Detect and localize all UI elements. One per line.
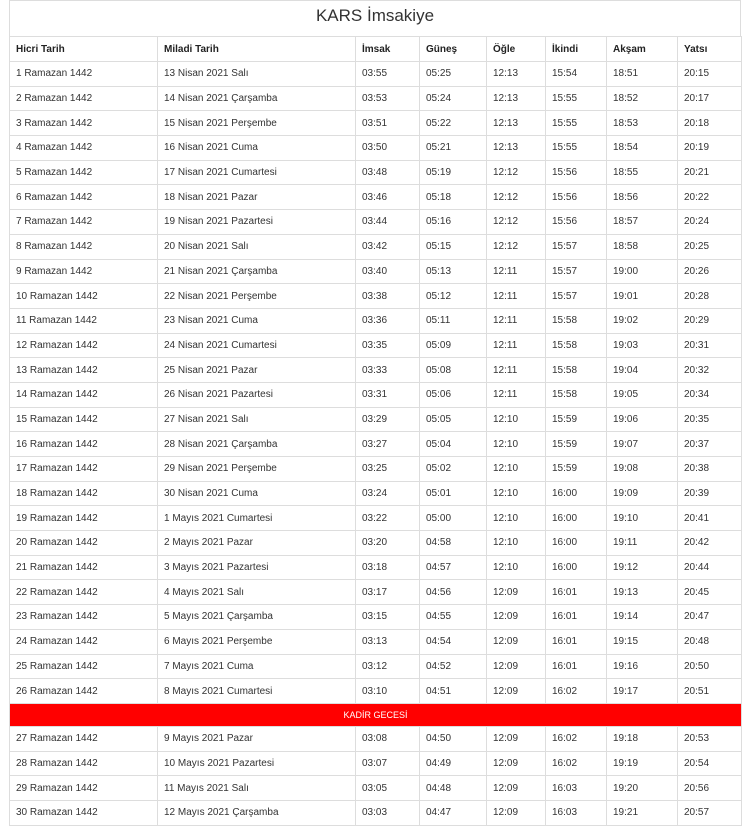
cell-ogle: 12:09 <box>487 580 546 605</box>
cell-ogle: 12:11 <box>487 333 546 358</box>
cell-aksam: 18:55 <box>607 160 678 185</box>
cell-yatsi: 20:44 <box>678 555 742 580</box>
imsakiye-container <box>9 0 741 826</box>
cell-imsak: 03:20 <box>356 531 420 556</box>
cell-yatsi: 20:38 <box>678 457 742 482</box>
cell-miladi-tarih: 16 Nisan 2021 Cuma <box>158 136 356 161</box>
cell-imsak: 03:51 <box>356 111 420 136</box>
cell-aksam: 18:54 <box>607 136 678 161</box>
cell-aksam: 18:52 <box>607 86 678 111</box>
cell-ogle: 12:09 <box>487 654 546 679</box>
cell-gunes: 04:47 <box>420 800 487 825</box>
cell-yatsi: 20:39 <box>678 481 742 506</box>
cell-miladi-tarih: 18 Nisan 2021 Pazar <box>158 185 356 210</box>
cell-ikindi: 16:02 <box>546 751 607 776</box>
cell-gunes: 05:21 <box>420 136 487 161</box>
cell-ogle: 12:09 <box>487 629 546 654</box>
cell-yatsi: 20:41 <box>678 506 742 531</box>
cell-hicri-tarih: 22 Ramazan 1442 <box>10 580 158 605</box>
cell-yatsi: 20:53 <box>678 726 742 751</box>
cell-ogle: 12:11 <box>487 308 546 333</box>
cell-yatsi: 20:26 <box>678 259 742 284</box>
cell-gunes: 05:15 <box>420 234 487 259</box>
cell-hicri-tarih: 17 Ramazan 1442 <box>10 457 158 482</box>
page-title: KARS İmsakiye <box>9 0 741 36</box>
table-row <box>10 308 742 333</box>
cell-aksam: 19:11 <box>607 531 678 556</box>
cell-ikindi: 15:58 <box>546 308 607 333</box>
cell-ikindi: 16:01 <box>546 580 607 605</box>
cell-ogle: 12:10 <box>487 457 546 482</box>
table-row <box>10 111 742 136</box>
cell-miladi-tarih: 29 Nisan 2021 Perşembe <box>158 457 356 482</box>
cell-imsak: 03:27 <box>356 432 420 457</box>
cell-aksam: 18:53 <box>607 111 678 136</box>
cell-ogle: 12:09 <box>487 751 546 776</box>
cell-aksam: 19:18 <box>607 726 678 751</box>
cell-miladi-tarih: 8 Mayıs 2021 Cumartesi <box>158 679 356 704</box>
cell-gunes: 05:24 <box>420 86 487 111</box>
cell-ikindi: 15:55 <box>546 136 607 161</box>
table-row <box>10 580 742 605</box>
cell-gunes: 05:08 <box>420 358 487 383</box>
table-row <box>10 284 742 309</box>
cell-aksam: 19:02 <box>607 308 678 333</box>
cell-yatsi: 20:57 <box>678 800 742 825</box>
cell-miladi-tarih: 19 Nisan 2021 Pazartesi <box>158 210 356 235</box>
cell-hicri-tarih: 25 Ramazan 1442 <box>10 654 158 679</box>
header-row <box>10 37 742 62</box>
cell-miladi-tarih: 1 Mayıs 2021 Cumartesi <box>158 506 356 531</box>
cell-miladi-tarih: 25 Nisan 2021 Pazar <box>158 358 356 383</box>
table-row <box>10 531 742 556</box>
table-row <box>10 407 742 432</box>
cell-ikindi: 15:57 <box>546 259 607 284</box>
cell-miladi-tarih: 4 Mayıs 2021 Salı <box>158 580 356 605</box>
cell-gunes: 04:58 <box>420 531 487 556</box>
cell-miladi-tarih: 30 Nisan 2021 Cuma <box>158 481 356 506</box>
cell-gunes: 05:12 <box>420 284 487 309</box>
cell-gunes: 05:02 <box>420 457 487 482</box>
cell-hicri-tarih: 7 Ramazan 1442 <box>10 210 158 235</box>
table-row <box>10 481 742 506</box>
cell-gunes: 05:06 <box>420 382 487 407</box>
cell-hicri-tarih: 12 Ramazan 1442 <box>10 333 158 358</box>
cell-yatsi: 20:19 <box>678 136 742 161</box>
cell-hicri-tarih: 5 Ramazan 1442 <box>10 160 158 185</box>
cell-gunes: 04:54 <box>420 629 487 654</box>
cell-ikindi: 15:56 <box>546 185 607 210</box>
cell-miladi-tarih: 11 Mayıs 2021 Salı <box>158 776 356 801</box>
header-hicri-tarih: Hicri Tarih <box>10 37 158 62</box>
cell-aksam: 19:20 <box>607 776 678 801</box>
cell-imsak: 03:38 <box>356 284 420 309</box>
cell-imsak: 03:18 <box>356 555 420 580</box>
cell-aksam: 19:19 <box>607 751 678 776</box>
cell-ogle: 12:11 <box>487 259 546 284</box>
cell-yatsi: 20:32 <box>678 358 742 383</box>
cell-yatsi: 20:15 <box>678 62 742 87</box>
cell-miladi-tarih: 6 Mayıs 2021 Perşembe <box>158 629 356 654</box>
cell-ogle: 12:13 <box>487 86 546 111</box>
table-row <box>10 62 742 87</box>
table-row <box>10 259 742 284</box>
cell-ikindi: 16:03 <box>546 776 607 801</box>
cell-imsak: 03:42 <box>356 234 420 259</box>
cell-ogle: 12:09 <box>487 800 546 825</box>
table-row <box>10 185 742 210</box>
cell-hicri-tarih: 1 Ramazan 1442 <box>10 62 158 87</box>
cell-yatsi: 20:35 <box>678 407 742 432</box>
cell-yatsi: 20:29 <box>678 308 742 333</box>
cell-hicri-tarih: 21 Ramazan 1442 <box>10 555 158 580</box>
cell-ikindi: 15:57 <box>546 234 607 259</box>
cell-aksam: 19:21 <box>607 800 678 825</box>
cell-gunes: 04:55 <box>420 605 487 630</box>
table-row <box>10 432 742 457</box>
cell-hicri-tarih: 16 Ramazan 1442 <box>10 432 158 457</box>
cell-hicri-tarih: 3 Ramazan 1442 <box>10 111 158 136</box>
cell-ikindi: 16:03 <box>546 800 607 825</box>
cell-gunes: 04:51 <box>420 679 487 704</box>
cell-ogle: 12:10 <box>487 481 546 506</box>
cell-imsak: 03:40 <box>356 259 420 284</box>
cell-miladi-tarih: 17 Nisan 2021 Cumartesi <box>158 160 356 185</box>
cell-hicri-tarih: 19 Ramazan 1442 <box>10 506 158 531</box>
header-ikindi: İkindi <box>546 37 607 62</box>
cell-imsak: 03:07 <box>356 751 420 776</box>
cell-ikindi: 15:55 <box>546 86 607 111</box>
table-row <box>10 506 742 531</box>
cell-ikindi: 15:58 <box>546 358 607 383</box>
cell-imsak: 03:03 <box>356 800 420 825</box>
cell-ikindi: 15:56 <box>546 160 607 185</box>
cell-hicri-tarih: 10 Ramazan 1442 <box>10 284 158 309</box>
cell-yatsi: 20:50 <box>678 654 742 679</box>
cell-yatsi: 20:51 <box>678 679 742 704</box>
cell-ogle: 12:12 <box>487 160 546 185</box>
cell-imsak: 03:36 <box>356 308 420 333</box>
cell-ogle: 12:09 <box>487 726 546 751</box>
cell-hicri-tarih: 9 Ramazan 1442 <box>10 259 158 284</box>
header-miladi-tarih: Miladi Tarih <box>158 37 356 62</box>
cell-gunes: 04:57 <box>420 555 487 580</box>
cell-ikindi: 16:00 <box>546 481 607 506</box>
cell-yatsi: 20:21 <box>678 160 742 185</box>
cell-miladi-tarih: 15 Nisan 2021 Perşembe <box>158 111 356 136</box>
cell-aksam: 19:16 <box>607 654 678 679</box>
cell-aksam: 18:57 <box>607 210 678 235</box>
table-row <box>10 160 742 185</box>
cell-gunes: 05:04 <box>420 432 487 457</box>
cell-gunes: 05:22 <box>420 111 487 136</box>
table-row <box>10 333 742 358</box>
cell-ikindi: 16:01 <box>546 654 607 679</box>
cell-gunes: 05:25 <box>420 62 487 87</box>
cell-ogle: 12:12 <box>487 234 546 259</box>
cell-aksam: 19:01 <box>607 284 678 309</box>
cell-ogle: 12:09 <box>487 605 546 630</box>
cell-imsak: 03:48 <box>356 160 420 185</box>
cell-yatsi: 20:34 <box>678 382 742 407</box>
cell-imsak: 03:17 <box>356 580 420 605</box>
cell-miladi-tarih: 3 Mayıs 2021 Pazartesi <box>158 555 356 580</box>
cell-yatsi: 20:47 <box>678 605 742 630</box>
cell-ogle: 12:10 <box>487 555 546 580</box>
cell-ogle: 12:12 <box>487 210 546 235</box>
cell-ogle: 12:11 <box>487 284 546 309</box>
cell-yatsi: 20:28 <box>678 284 742 309</box>
cell-gunes: 04:48 <box>420 776 487 801</box>
cell-hicri-tarih: 14 Ramazan 1442 <box>10 382 158 407</box>
cell-imsak: 03:05 <box>356 776 420 801</box>
cell-yatsi: 20:22 <box>678 185 742 210</box>
cell-aksam: 18:56 <box>607 185 678 210</box>
cell-ikindi: 16:02 <box>546 726 607 751</box>
table-row <box>10 457 742 482</box>
cell-miladi-tarih: 23 Nisan 2021 Cuma <box>158 308 356 333</box>
cell-ogle: 12:13 <box>487 111 546 136</box>
cell-hicri-tarih: 6 Ramazan 1442 <box>10 185 158 210</box>
cell-miladi-tarih: 27 Nisan 2021 Salı <box>158 407 356 432</box>
header-yatsi: Yatsı <box>678 37 742 62</box>
header-ogle: Öğle <box>487 37 546 62</box>
cell-yatsi: 20:17 <box>678 86 742 111</box>
header-aksam: Akşam <box>607 37 678 62</box>
cell-ogle: 12:10 <box>487 407 546 432</box>
cell-ikindi: 15:54 <box>546 62 607 87</box>
cell-yatsi: 20:18 <box>678 111 742 136</box>
cell-aksam: 18:51 <box>607 62 678 87</box>
cell-aksam: 19:14 <box>607 605 678 630</box>
cell-imsak: 03:29 <box>356 407 420 432</box>
cell-miladi-tarih: 12 Mayıs 2021 Çarşamba <box>158 800 356 825</box>
cell-ogle: 12:10 <box>487 531 546 556</box>
table-row <box>10 726 742 751</box>
cell-hicri-tarih: 23 Ramazan 1442 <box>10 605 158 630</box>
cell-aksam: 19:07 <box>607 432 678 457</box>
cell-miladi-tarih: 13 Nisan 2021 Salı <box>158 62 356 87</box>
cell-aksam: 19:00 <box>607 259 678 284</box>
table-row <box>10 382 742 407</box>
cell-aksam: 19:05 <box>607 382 678 407</box>
cell-imsak: 03:35 <box>356 333 420 358</box>
cell-hicri-tarih: 15 Ramazan 1442 <box>10 407 158 432</box>
cell-yatsi: 20:24 <box>678 210 742 235</box>
cell-imsak: 03:15 <box>356 605 420 630</box>
cell-imsak: 03:55 <box>356 62 420 87</box>
cell-ikindi: 15:59 <box>546 407 607 432</box>
cell-gunes: 05:05 <box>420 407 487 432</box>
cell-miladi-tarih: 24 Nisan 2021 Cumartesi <box>158 333 356 358</box>
cell-yatsi: 20:37 <box>678 432 742 457</box>
cell-gunes: 05:16 <box>420 210 487 235</box>
cell-ikindi: 15:56 <box>546 210 607 235</box>
cell-miladi-tarih: 10 Mayıs 2021 Pazartesi <box>158 751 356 776</box>
cell-gunes: 05:18 <box>420 185 487 210</box>
cell-hicri-tarih: 2 Ramazan 1442 <box>10 86 158 111</box>
cell-miladi-tarih: 28 Nisan 2021 Çarşamba <box>158 432 356 457</box>
cell-aksam: 19:13 <box>607 580 678 605</box>
cell-miladi-tarih: 7 Mayıs 2021 Cuma <box>158 654 356 679</box>
table-row <box>10 358 742 383</box>
kadir-gecesi-row <box>10 703 742 726</box>
cell-gunes: 05:01 <box>420 481 487 506</box>
cell-imsak: 03:25 <box>356 457 420 482</box>
cell-yatsi: 20:45 <box>678 580 742 605</box>
cell-ikindi: 16:00 <box>546 531 607 556</box>
cell-miladi-tarih: 9 Mayıs 2021 Pazar <box>158 726 356 751</box>
cell-yatsi: 20:31 <box>678 333 742 358</box>
cell-ikindi: 16:00 <box>546 506 607 531</box>
cell-hicri-tarih: 30 Ramazan 1442 <box>10 800 158 825</box>
table-row <box>10 679 742 704</box>
cell-miladi-tarih: 14 Nisan 2021 Çarşamba <box>158 86 356 111</box>
cell-hicri-tarih: 4 Ramazan 1442 <box>10 136 158 161</box>
table-row <box>10 86 742 111</box>
table-row <box>10 629 742 654</box>
cell-aksam: 19:12 <box>607 555 678 580</box>
cell-ikindi: 15:58 <box>546 382 607 407</box>
cell-ogle: 12:10 <box>487 506 546 531</box>
cell-hicri-tarih: 26 Ramazan 1442 <box>10 679 158 704</box>
table-row <box>10 605 742 630</box>
table-row <box>10 800 742 825</box>
cell-yatsi: 20:25 <box>678 234 742 259</box>
cell-gunes: 05:13 <box>420 259 487 284</box>
cell-imsak: 03:44 <box>356 210 420 235</box>
cell-miladi-tarih: 21 Nisan 2021 Çarşamba <box>158 259 356 284</box>
kadir-gecesi-label: KADİR GECESİ <box>10 703 742 726</box>
cell-aksam: 19:03 <box>607 333 678 358</box>
cell-aksam: 19:04 <box>607 358 678 383</box>
cell-miladi-tarih: 20 Nisan 2021 Salı <box>158 234 356 259</box>
cell-aksam: 19:15 <box>607 629 678 654</box>
cell-aksam: 18:58 <box>607 234 678 259</box>
cell-ikindi: 15:59 <box>546 432 607 457</box>
cell-yatsi: 20:42 <box>678 531 742 556</box>
cell-imsak: 03:50 <box>356 136 420 161</box>
cell-imsak: 03:46 <box>356 185 420 210</box>
cell-imsak: 03:33 <box>356 358 420 383</box>
cell-ogle: 12:09 <box>487 776 546 801</box>
cell-aksam: 19:06 <box>607 407 678 432</box>
table-row <box>10 751 742 776</box>
cell-aksam: 19:10 <box>607 506 678 531</box>
header-gunes: Güneş <box>420 37 487 62</box>
cell-imsak: 03:53 <box>356 86 420 111</box>
cell-ogle: 12:13 <box>487 136 546 161</box>
cell-ogle: 12:13 <box>487 62 546 87</box>
cell-ikindi: 15:55 <box>546 111 607 136</box>
cell-hicri-tarih: 29 Ramazan 1442 <box>10 776 158 801</box>
cell-ikindi: 16:01 <box>546 629 607 654</box>
table-row <box>10 234 742 259</box>
cell-hicri-tarih: 20 Ramazan 1442 <box>10 531 158 556</box>
cell-ikindi: 16:02 <box>546 679 607 704</box>
cell-ogle: 12:09 <box>487 679 546 704</box>
cell-gunes: 04:56 <box>420 580 487 605</box>
cell-ogle: 12:11 <box>487 382 546 407</box>
cell-hicri-tarih: 8 Ramazan 1442 <box>10 234 158 259</box>
cell-miladi-tarih: 2 Mayıs 2021 Pazar <box>158 531 356 556</box>
cell-gunes: 04:49 <box>420 751 487 776</box>
cell-imsak: 03:08 <box>356 726 420 751</box>
cell-ogle: 12:10 <box>487 432 546 457</box>
cell-aksam: 19:08 <box>607 457 678 482</box>
table-row <box>10 654 742 679</box>
cell-hicri-tarih: 27 Ramazan 1442 <box>10 726 158 751</box>
cell-ikindi: 16:01 <box>546 605 607 630</box>
cell-hicri-tarih: 28 Ramazan 1442 <box>10 751 158 776</box>
cell-imsak: 03:10 <box>356 679 420 704</box>
cell-yatsi: 20:54 <box>678 751 742 776</box>
cell-yatsi: 20:56 <box>678 776 742 801</box>
cell-imsak: 03:31 <box>356 382 420 407</box>
cell-imsak: 03:13 <box>356 629 420 654</box>
cell-ogle: 12:11 <box>487 358 546 383</box>
header-imsak: İmsak <box>356 37 420 62</box>
cell-ikindi: 15:57 <box>546 284 607 309</box>
cell-aksam: 19:17 <box>607 679 678 704</box>
cell-miladi-tarih: 22 Nisan 2021 Perşembe <box>158 284 356 309</box>
cell-gunes: 04:50 <box>420 726 487 751</box>
table-row <box>10 776 742 801</box>
imsakiye-table <box>9 36 742 826</box>
table-row <box>10 555 742 580</box>
table-body <box>10 62 742 826</box>
cell-ikindi: 15:59 <box>546 457 607 482</box>
cell-miladi-tarih: 26 Nisan 2021 Pazartesi <box>158 382 356 407</box>
cell-imsak: 03:12 <box>356 654 420 679</box>
cell-ikindi: 15:58 <box>546 333 607 358</box>
cell-hicri-tarih: 24 Ramazan 1442 <box>10 629 158 654</box>
cell-imsak: 03:22 <box>356 506 420 531</box>
cell-hicri-tarih: 11 Ramazan 1442 <box>10 308 158 333</box>
cell-miladi-tarih: 5 Mayıs 2021 Çarşamba <box>158 605 356 630</box>
cell-gunes: 05:09 <box>420 333 487 358</box>
cell-gunes: 05:11 <box>420 308 487 333</box>
cell-ogle: 12:12 <box>487 185 546 210</box>
cell-hicri-tarih: 13 Ramazan 1442 <box>10 358 158 383</box>
cell-hicri-tarih: 18 Ramazan 1442 <box>10 481 158 506</box>
cell-gunes: 05:00 <box>420 506 487 531</box>
cell-aksam: 19:09 <box>607 481 678 506</box>
table-row <box>10 210 742 235</box>
cell-imsak: 03:24 <box>356 481 420 506</box>
cell-gunes: 05:19 <box>420 160 487 185</box>
table-row <box>10 136 742 161</box>
cell-ikindi: 16:00 <box>546 555 607 580</box>
cell-gunes: 04:52 <box>420 654 487 679</box>
table-header <box>10 37 742 62</box>
cell-yatsi: 20:48 <box>678 629 742 654</box>
